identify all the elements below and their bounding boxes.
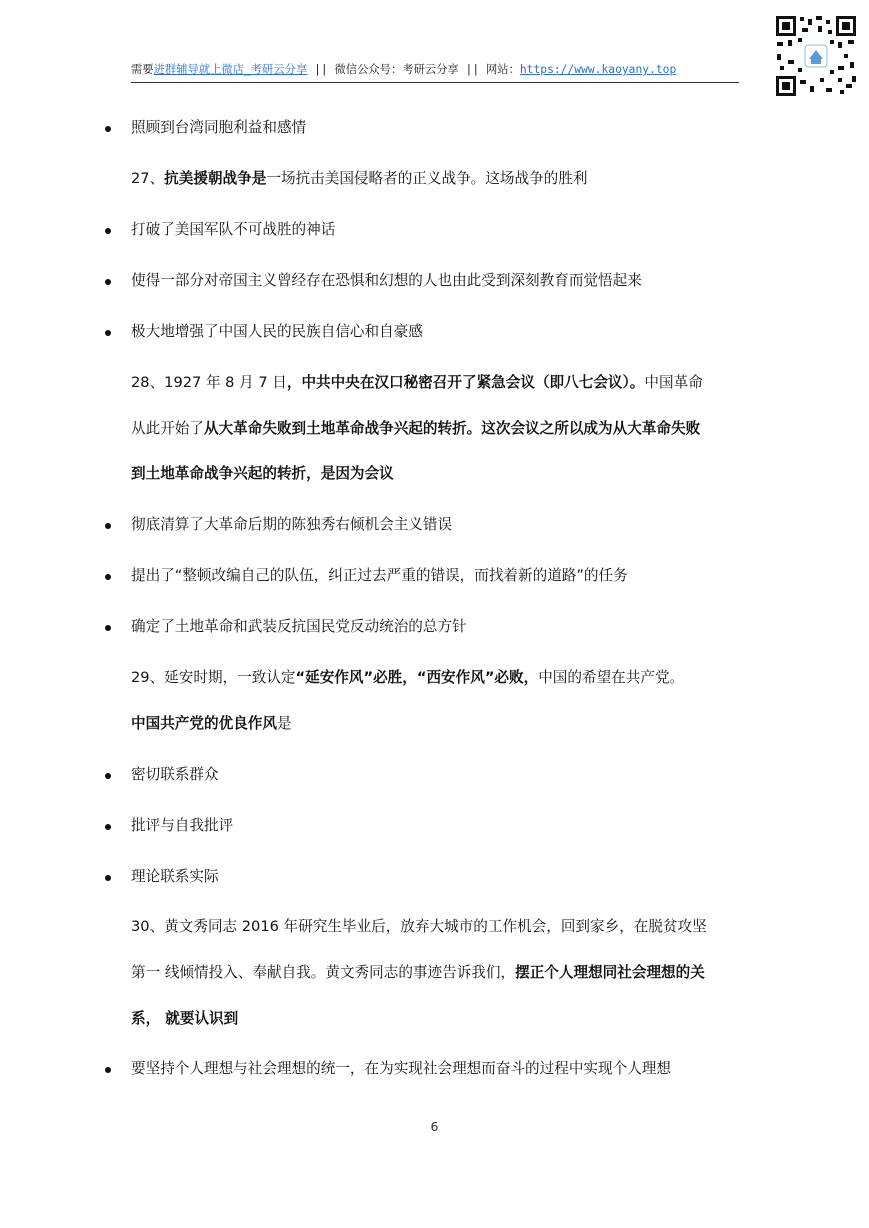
- bullet-marker: [105, 574, 111, 580]
- question-27: 27、抗美援朝战争是一场抗击美国侵略者的正义战争。这场战争的胜利: [131, 170, 588, 187]
- list-item: 理论联系实际: [131, 868, 219, 885]
- question-30-line-2: 第一 线倾情投入、奉献自我。黄文秀同志的事迹告诉我们，摆正个人理想同社会理想的关: [131, 964, 705, 981]
- bullet-marker: [105, 330, 111, 336]
- list-item: 彻底清算了大革命后期的陈独秀右倾机会主义错误: [131, 516, 453, 533]
- question-30-line-1: 30、黄文秀同志 2016 年研究生毕业后，放弃大城市的工作机会，回到家乡，在脱贫攻坚: [131, 918, 707, 935]
- bullet-marker: [105, 875, 111, 881]
- bullet-marker: [105, 625, 111, 631]
- list-item: 提出了“整顿改编自己的队伍，纠正过去严重的错误，而找着新的道路”的任务: [131, 567, 628, 584]
- qr-code-icon: [774, 14, 858, 98]
- question-29-line-1: 29、延安时期，一致认定“延安作风”必胜，“西安作风”必败，中国的希望在共产党。: [131, 669, 685, 686]
- bullet-marker: [105, 773, 111, 779]
- list-item: 确定了土地革命和武装反抗国民党反动统治的总方针: [131, 618, 467, 635]
- question-28-line-3: 到土地革命战争兴起的转折，是因为会议: [131, 465, 394, 482]
- list-item: 使得一部分对帝国主义曾经存在恐惧和幻想的人也由此受到深刻教育而觉悟起来: [131, 272, 642, 289]
- question-30-line-3: 系， 就要认识到: [131, 1010, 239, 1027]
- list-item: 要坚持个人理想与社会理想的统一，在为实现社会理想而奋斗的过程中实现个人理想: [131, 1060, 671, 1077]
- header-middle: || 微信公众号：考研云分享 || 网站：: [307, 63, 520, 76]
- bullet-marker: [105, 228, 111, 234]
- list-item: 密切联系群众: [131, 766, 219, 783]
- page-header: [131, 62, 739, 83]
- list-item: 批评与自我批评: [131, 817, 234, 834]
- bullet-marker: [105, 279, 111, 285]
- bullet-marker: [105, 126, 111, 132]
- website-link[interactable]: https://www.kaoyany.top: [519, 63, 677, 76]
- bullet-marker: [105, 1067, 111, 1073]
- bullet-marker: [105, 523, 111, 529]
- list-item: 极大地增强了中国人民的民族自信心和自豪感: [131, 323, 423, 340]
- header-prefix: 需要: [131, 63, 154, 76]
- question-28-line-1: 28、1927 年 8 月 7 日，中共中央在汉口秘密召开了紧急会议（即八七会议）。中国革命: [131, 374, 703, 391]
- list-item: 照顾到台湾同胞利益和感情: [131, 119, 307, 136]
- question-28-line-2: 从此开始了从大革命失败到土地革命战争兴起的转折。这次会议之所以成为从大革命失败: [131, 420, 701, 437]
- list-item: 打破了美国军队不可战胜的神话: [131, 221, 336, 238]
- bullet-marker: [105, 824, 111, 830]
- weidian-link[interactable]: 进群辅导就上微店_考研云分享: [153, 63, 308, 76]
- question-29-line-2: 中国共产党的优良作风是: [131, 715, 292, 732]
- page-number: 6: [430, 1119, 439, 1134]
